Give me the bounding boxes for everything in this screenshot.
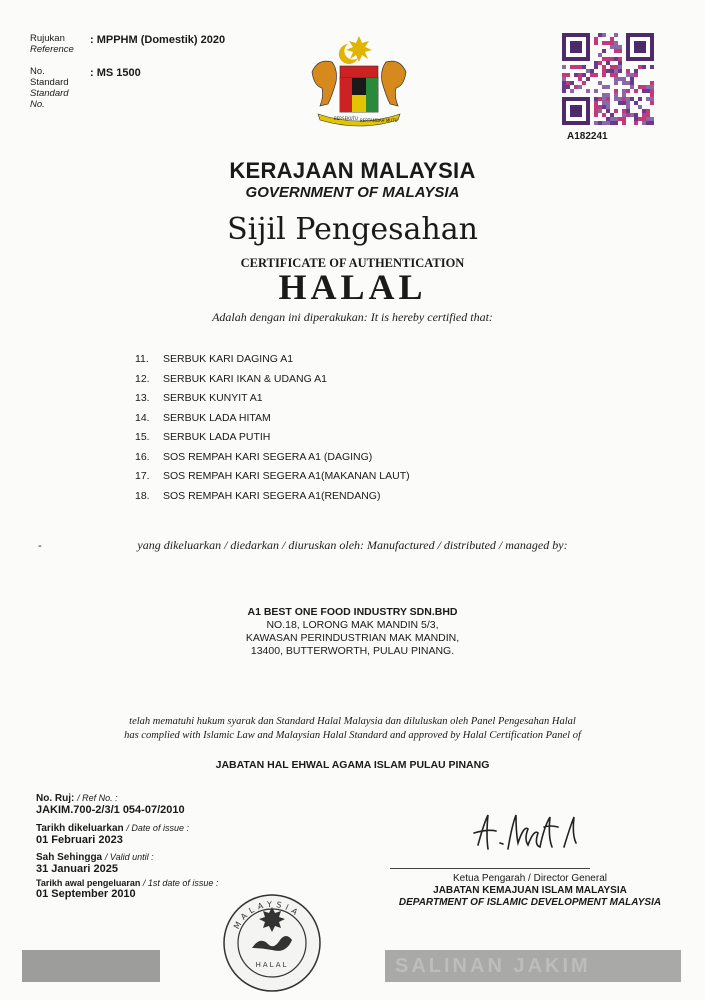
list-item [135,431,410,451]
list-item [135,470,410,490]
company-name: A1 BEST ONE FOOD INDUSTRY SDN.BHD [247,606,458,618]
product-list [135,353,410,509]
first-label-en: / 1st date of issue : [142,878,219,888]
product-number: 14. [135,411,150,424]
company-block [0,606,705,658]
logo-label: HALAL [255,961,289,969]
compliance-malay: telah mematuhi hukum syarak dan Standard Halal Malaysia dan diluluskan oleh Panel Pengesahan Halal [129,716,576,727]
list-item [135,373,410,393]
product-name: SOS REMPAH KARI SEGERA A1(MAKANAN LAUT) [163,470,410,482]
issue-label-my: Tarikh dikeluarkan [36,823,124,834]
product-name: SOS REMPAH KARI SEGERA A1(RENDANG) [163,489,381,502]
crest-motto-right: BERTAMBAH MUTU [360,118,398,123]
intro-dash: - [38,540,42,552]
list-item [135,490,410,510]
issue-value: 01 Februari 2023 [36,834,123,846]
ref-value: JAKIM.700-2/3/1 054-07/2010 [36,804,185,816]
signatory-block [380,873,680,909]
title-halal: HALAL [278,267,427,307]
list-item [135,392,410,412]
product-number: 11. [135,353,149,365]
list-item [135,353,410,373]
crest-motto-left: BERSEKUTU [334,116,358,121]
list-item [135,412,410,432]
title-certificate: CERTIFICATE OF AUTHENTICATION [240,256,465,270]
product-name: SOS REMPAH KARI SEGERA A1 (DAGING) [163,450,373,463]
standard-row [30,66,141,110]
product-name: SERBUK LADA PUTIH [163,431,271,443]
title-english: GOVERNMENT OF MALAYSIA [245,184,460,201]
reference-row [30,33,225,55]
product-name: SERBUK KUNYIT A1 [163,392,263,404]
product-number: 15. [135,431,150,443]
signatory-dept-en: DEPARTMENT OF ISLAMIC DEVELOPMENT MALAYSIA [398,897,662,908]
standard-label-en-2: No. [30,99,45,110]
list-item [135,451,410,471]
reference-label-en: Reference [30,44,74,55]
signatory-title: Ketua Pengarah / Director General [453,873,607,884]
signature-icon [470,805,590,865]
footer-watermark: SALINAN JAKIM [395,955,591,977]
product-number: 17. [135,470,150,482]
standard-label-en-1: Standard [30,88,69,99]
product-number: 18. [135,489,150,502]
first-value: 01 September 2010 [36,888,136,900]
product-number: 13. [135,392,150,404]
standard-label-my-2: Standard [30,77,69,88]
footer-bar-left [22,950,160,982]
signatory-dept-my: JABATAN KEMAJUAN ISLAM MALAYSIA [433,885,627,896]
ref-label-en: / Ref No. : [77,793,118,803]
standard-label-my-1: No. [30,66,45,77]
qr-code-id: A182241 [567,131,608,142]
compliance-english: has complied with Islamic Law and Malaysian Halal Standard and approved by Halal Certification Panel of [124,730,581,741]
malaysia-crest-icon [300,32,418,132]
valid-label-my: Sah Sehingga [36,852,103,863]
manufacturer-intro: yang dikeluarkan / diedarkan / diuruskan oleh: Manufactured / distributed / managed by: [137,538,568,552]
product-number: 12. [135,372,150,385]
approving-authority: JABATAN HAL EHWAL AGAMA ISLAM PULAU PINANG [215,759,490,771]
product-name: SERBUK LADA HITAM [163,411,271,424]
valid-until-block [36,852,154,875]
first-label-my: Tarikh awal pengeluaran [36,878,141,888]
ref-no-block [36,793,185,816]
ref-label-my: No. Ruj: [36,793,75,804]
standard-value: : MS 1500 [90,67,141,79]
product-number: 16. [135,450,150,463]
title-malay: KERAJAAN MALAYSIA [229,158,476,183]
company-address-1: NO.18, LORONG MAK MANDIN 5/3, [266,619,439,631]
valid-value: 31 Januari 2025 [36,863,118,875]
valid-label-en: / Valid until : [104,852,154,862]
compliance-statement [0,715,705,743]
company-address-2: KAWASAN PERINDUSTRIAN MAK MANDIN, [245,632,460,644]
issue-label-en: / Date of issue : [126,823,189,833]
issue-date-block [36,823,189,846]
qr-code-icon [562,33,654,125]
product-name: SERBUK KARI IKAN & UDANG A1 [163,372,327,385]
reference-value: : MPPHM (Domestik) 2020 [90,34,226,46]
logo-ring-text: MALAYSIA [232,899,303,931]
reference-label-my: Rujukan [30,33,65,44]
signature-line [390,868,590,869]
title-sijil: Sijil Pengesahan [227,212,478,247]
first-issue-block [36,878,218,900]
product-name: SERBUK KARI DAGING A1 [163,353,294,365]
certified-statement: Adalah dengan ini diperakukan: It is hereby certified that: [212,310,493,324]
halal-logo-icon [222,893,322,993]
company-address-3: 13400, BUTTERWORTH, PULAU PINANG. [250,645,455,657]
